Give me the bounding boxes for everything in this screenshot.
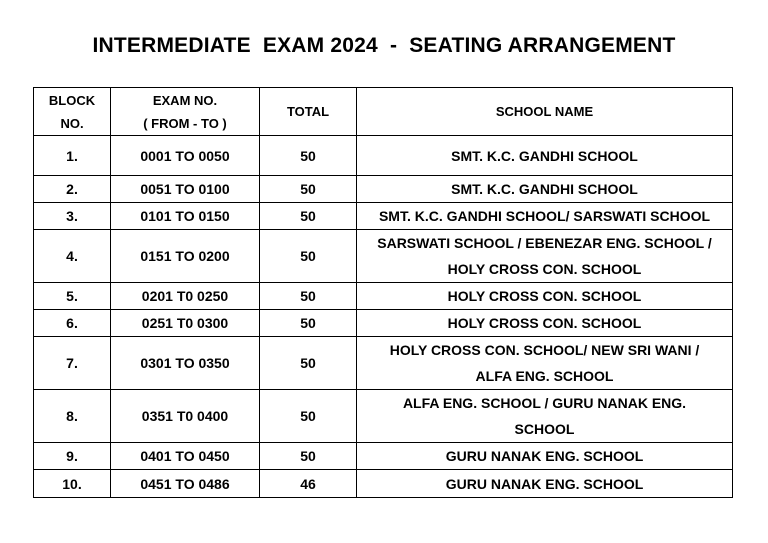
exam-range-cell: 0051 TO 0100 — [111, 176, 260, 203]
seating-table — [33, 87, 733, 498]
school-name-line: HOLY CROSS CON. SCHOOL — [447, 261, 642, 277]
table-row — [34, 136, 733, 176]
school-name-cell — [357, 230, 733, 283]
school-name-cell — [357, 283, 733, 310]
total-cell: 50 — [260, 176, 357, 203]
table-row — [34, 310, 733, 337]
total-cell: 50 — [260, 337, 357, 390]
total-cell: 50 — [260, 230, 357, 283]
school-name-line: HOLY CROSS CON. SCHOOL — [447, 288, 642, 304]
exam-range-cell: 0401 TO 0450 — [111, 443, 260, 470]
header-block-no — [34, 88, 111, 136]
school-name-line: ALFA ENG. SCHOOL / GURU NANAK ENG. — [402, 395, 687, 411]
table-body — [34, 136, 733, 498]
header-exam-line1: EXAM NO. — [152, 92, 218, 108]
block-no-cell: 3. — [34, 203, 111, 230]
school-name-cell — [357, 176, 733, 203]
table-row — [34, 176, 733, 203]
total-cell: 50 — [260, 283, 357, 310]
header-school-name: SCHOOL NAME — [357, 88, 733, 136]
block-no-cell: 4. — [34, 230, 111, 283]
school-name-line: SCHOOL — [514, 421, 575, 437]
school-name-line: SARSWATI SCHOOL / EBENEZAR ENG. SCHOOL / — [377, 235, 712, 251]
exam-range-cell: 0301 TO 0350 — [111, 337, 260, 390]
total-cell: 46 — [260, 470, 357, 498]
exam-range-cell: 0251 T0 0300 — [111, 310, 260, 337]
total-cell: 50 — [260, 136, 357, 176]
header-exam-no — [111, 88, 260, 136]
total-cell: 50 — [260, 203, 357, 230]
school-name-cell — [357, 203, 733, 230]
table-row — [34, 390, 733, 443]
school-name-line: SMT. K.C. GANDHI SCHOOL — [451, 181, 638, 197]
school-name-cell — [357, 390, 733, 443]
block-no-cell: 5. — [34, 283, 111, 310]
header-exam-line2: ( FROM - TO ) — [143, 115, 227, 131]
block-no-cell: 2. — [34, 176, 111, 203]
school-name-line: SMT. K.C. GANDHI SCHOOL — [451, 147, 638, 164]
school-name-line: HOLY CROSS CON. SCHOOL/ NEW SRI WANI / — [389, 342, 700, 358]
table-row — [34, 443, 733, 470]
total-cell: 50 — [260, 443, 357, 470]
header-block-line1: BLOCK — [48, 92, 96, 108]
exam-range-cell: 0451 TO 0486 — [111, 470, 260, 498]
page-title: INTERMEDIATE EXAM 2024 - SEATING ARRANGEMENT — [92, 34, 676, 57]
school-name-cell — [357, 443, 733, 470]
school-name-cell — [357, 136, 733, 176]
table-row — [34, 470, 733, 498]
school-name-line: HOLY CROSS CON. SCHOOL — [447, 315, 642, 331]
block-no-cell: 7. — [34, 337, 111, 390]
exam-range-cell: 0351 T0 0400 — [111, 390, 260, 443]
header-total: TOTAL — [260, 88, 357, 136]
table-row — [34, 337, 733, 390]
school-name-line: GURU NANAK ENG. SCHOOL — [445, 475, 644, 492]
school-name-cell — [357, 470, 733, 498]
block-no-cell: 10. — [34, 470, 111, 498]
table-header-row — [34, 88, 733, 136]
table-row — [34, 230, 733, 283]
exam-range-cell: 0201 T0 0250 — [111, 283, 260, 310]
block-no-cell: 6. — [34, 310, 111, 337]
exam-range-cell: 0001 TO 0050 — [111, 136, 260, 176]
header-block-line2: NO. — [60, 115, 84, 131]
school-name-line: SMT. K.C. GANDHI SCHOOL/ SARSWATI SCHOOL — [378, 208, 711, 224]
school-name-cell — [357, 310, 733, 337]
block-no-cell: 1. — [34, 136, 111, 176]
block-no-cell: 9. — [34, 443, 111, 470]
school-name-line: ALFA ENG. SCHOOL — [475, 368, 614, 384]
total-cell: 50 — [260, 310, 357, 337]
block-no-cell: 8. — [34, 390, 111, 443]
school-name-line: GURU NANAK ENG. SCHOOL — [445, 448, 644, 464]
exam-range-cell: 0151 TO 0200 — [111, 230, 260, 283]
table-row — [34, 283, 733, 310]
exam-range-cell: 0101 TO 0150 — [111, 203, 260, 230]
school-name-cell — [357, 337, 733, 390]
total-cell: 50 — [260, 390, 357, 443]
table-row — [34, 203, 733, 230]
